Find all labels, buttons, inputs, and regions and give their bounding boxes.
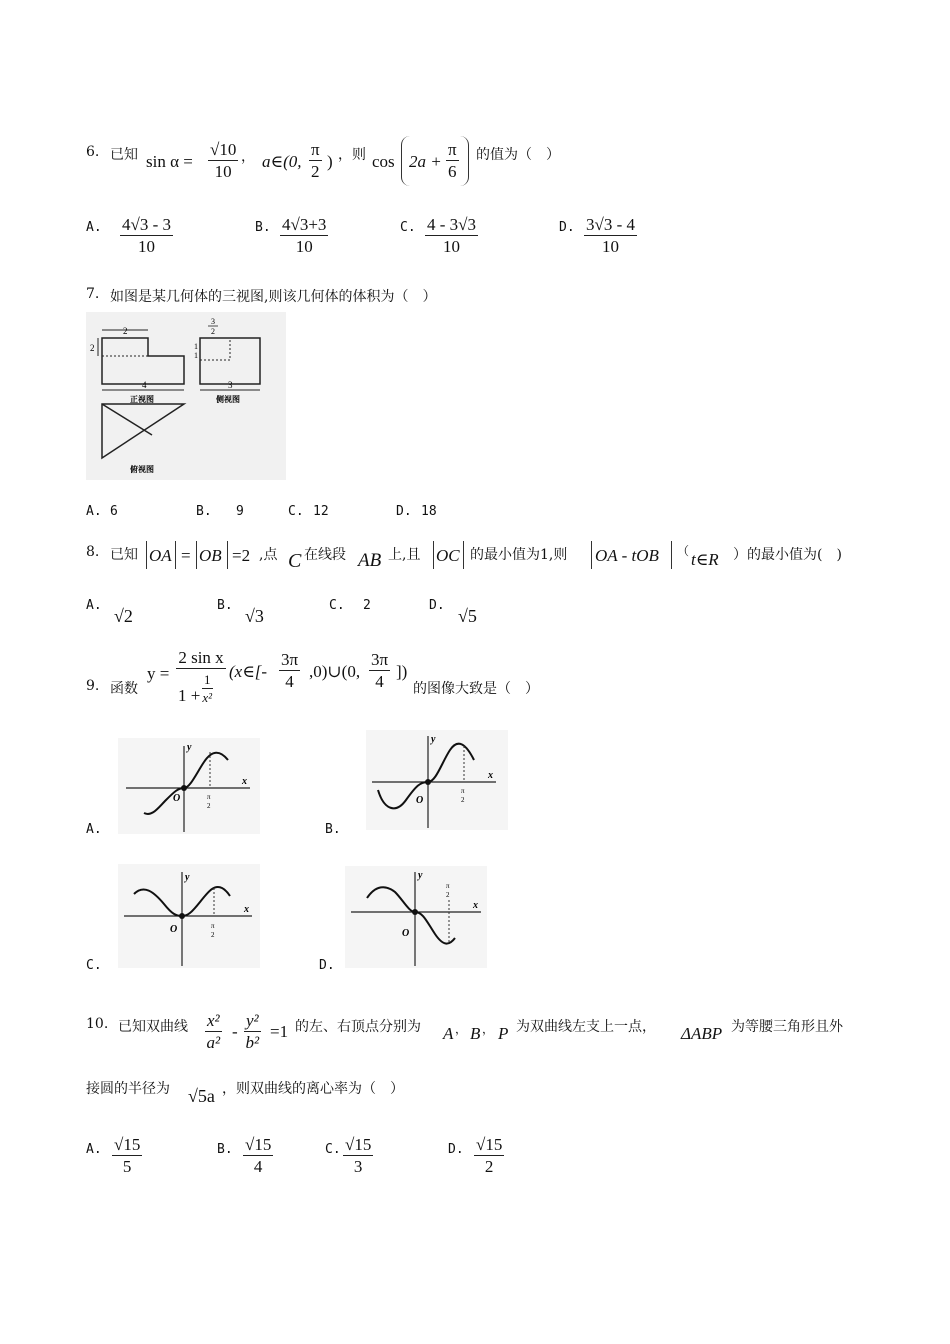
q9-denominator: 1 + [178, 686, 201, 705]
q9-graph-b[interactable] [366, 730, 508, 830]
svg-text:y: y [418, 870, 423, 881]
q10-radius: √5a [188, 1086, 215, 1106]
svg-text:π: π [446, 882, 450, 890]
q6-option-b-label[interactable]: B. [255, 220, 271, 235]
q9-option-b-label[interactable]: B. [325, 822, 341, 837]
q8-option-b[interactable]: √3 [245, 606, 264, 626]
q10-option-a[interactable]: $\frac{√15}{5}$ [114, 1135, 141, 1176]
q6-pi-sixth: $\frac{\pi}{6}$ [448, 140, 457, 181]
q9-option-d-label[interactable]: D. [319, 958, 335, 973]
q9-graph-d[interactable] [345, 866, 487, 968]
q7-three-view-figure [86, 312, 286, 480]
q9-bound-left: $\frac{3\pi}{4}$ [281, 650, 299, 691]
q6-prefix: 已知 [110, 147, 138, 163]
svg-text:π: π [461, 787, 465, 795]
origin-dot [425, 779, 431, 785]
q9-suffix: 的图像大致是（ ） [413, 681, 539, 697]
svg-text:O: O [416, 795, 424, 806]
q7-number: 7. [86, 286, 100, 302]
svg-text:y: y [431, 734, 436, 745]
q8-expression: OA - tOB [595, 546, 659, 565]
q8-segment-ab: AB [358, 550, 382, 571]
q7-option-a-label[interactable]: A. [86, 504, 102, 519]
q6-option-d[interactable]: $\frac{3√3 - 4}{10}$ [586, 215, 635, 256]
q8-condition: t∈R [691, 550, 719, 569]
q6-alpha-range: a∈(0, [262, 152, 302, 171]
q10-option-d[interactable]: $\frac{√15}{2}$ [476, 1135, 503, 1176]
dim-3-2-num: 3 [211, 317, 215, 326]
svg-text:O: O [170, 924, 178, 935]
q6-sin-fraction: $\frac{√10}{10}$ [210, 140, 237, 181]
q7-option-d[interactable]: 18 [421, 504, 437, 519]
q6-option-a-label[interactable]: A. [86, 220, 102, 235]
svg-text:x: x [473, 900, 478, 911]
q6-option-a[interactable]: $\frac{4√3 - 3}{10}$ [122, 215, 171, 256]
q9-option-c-label[interactable]: C. [86, 958, 102, 973]
svg-text:y: y [187, 742, 192, 753]
q7-option-a[interactable]: 6 [110, 504, 118, 519]
q6-cos: cos [372, 152, 395, 171]
svg-text:2: 2 [461, 796, 465, 804]
q10-option-b[interactable]: $\frac{√15}{4}$ [245, 1135, 272, 1176]
dim-2-top: 2 [123, 326, 128, 336]
q8-suffix: ）的最小值为( ) [733, 547, 842, 563]
dim-3: 3 [228, 380, 233, 390]
svg-text:O: O [402, 928, 410, 939]
q6-option-c[interactable]: $\frac{4 - 3√3}{10}$ [427, 215, 476, 256]
origin-dot [412, 909, 418, 915]
dim-1b: 1 [194, 351, 198, 360]
q10-option-c-label[interactable]: C. [325, 1142, 341, 1157]
q8-option-c[interactable]: 2 [363, 598, 371, 613]
q10-point-b: B [470, 1024, 481, 1043]
q6-pi-half: $\frac{\pi}{2}$ [311, 140, 320, 181]
q6-option-d-label[interactable]: D. [559, 220, 575, 235]
q8-ob: OB [199, 546, 222, 565]
dim-1a: 1 [194, 342, 198, 351]
dim-3-2-den: 2 [211, 327, 215, 336]
svg-text:π: π [211, 922, 215, 930]
q10-question-end: ，则双曲线的离心率为（ ） [222, 1081, 404, 1097]
q8-option-c-label[interactable]: C. [329, 598, 345, 613]
q7-option-c-label[interactable]: C. [288, 504, 304, 519]
svg-text:2: 2 [446, 891, 450, 899]
origin-dot [181, 785, 187, 791]
q6-number: 6. [86, 144, 100, 160]
q10-triangle: ΔABP [681, 1024, 723, 1043]
q6-option-b[interactable]: $\frac{4√3+3}{10}$ [282, 215, 327, 256]
q9-number: 9. [86, 678, 100, 694]
q8-oc: OC [436, 546, 460, 565]
q10-option-c[interactable]: $\frac{√15}{3}$ [345, 1135, 372, 1176]
q9-option-a-label[interactable]: A. [86, 822, 102, 837]
q8-point-c: C [288, 550, 302, 572]
q8-option-b-label[interactable]: B. [217, 598, 233, 613]
q10-number: 10. [86, 1016, 109, 1032]
origin-dot [179, 913, 185, 919]
q6-suffix: 的值为（ ） [476, 147, 560, 163]
q7-option-d-label[interactable]: D. [396, 504, 412, 519]
svg-text:y: y [185, 872, 190, 883]
q8-option-d[interactable]: √5 [458, 606, 477, 626]
figure-background [86, 312, 286, 480]
q9-bound-right: $\frac{3\pi}{4}$ [371, 650, 389, 691]
q10-y-fraction: $\frac{\text{y²}}{\text{b²}}$ [245, 1011, 260, 1052]
q6-option-c-label[interactable]: C. [400, 220, 416, 235]
svg-text:O: O [173, 793, 181, 804]
svg-text:x: x [488, 770, 493, 781]
svg-text:2: 2 [207, 802, 211, 810]
svg-text:2: 2 [211, 931, 215, 939]
q9-graph-c[interactable] [118, 864, 260, 968]
q10-option-b-label[interactable]: B. [217, 1142, 233, 1157]
q8-number: 8. [86, 544, 100, 560]
svg-text:x: x [242, 776, 247, 787]
q7-text: 如图是某几何体的三视图,则该几何体的体积为（ ） [110, 289, 437, 305]
q9-numerator: 2 sin x [176, 648, 226, 669]
dim-4: 4 [142, 380, 147, 390]
q7-option-b-label[interactable]: B. [196, 504, 212, 519]
q10-option-a-label[interactable]: A. [86, 1142, 102, 1157]
svg-text:x: x [244, 904, 249, 915]
q6-right-paren [460, 136, 469, 186]
q10-point-p: P [498, 1024, 509, 1043]
q7-option-c[interactable]: 12 [313, 504, 329, 519]
dim-2-left: 2 [90, 343, 95, 353]
svg-text:π: π [207, 793, 211, 801]
q9-graph-a[interactable] [118, 738, 260, 834]
q9-inner-fraction: $\frac{1}{\text{x²}}$ [202, 672, 213, 705]
q10-point-a: A [443, 1024, 454, 1043]
q8-oa: OA [149, 546, 172, 565]
top-view-label: 俯视图 [130, 465, 154, 474]
q8-option-d-label[interactable]: D. [429, 598, 445, 613]
q10-option-d-label[interactable]: D. [448, 1142, 464, 1157]
front-view-label: 正视图 [130, 395, 154, 404]
side-view-label: 侧视图 [216, 395, 240, 404]
q7-option-b[interactable]: 9 [236, 504, 244, 519]
q8-option-a-label[interactable]: A. [86, 598, 102, 613]
q6-sin-lhs: sin α = [146, 152, 193, 171]
q8-option-a[interactable]: √2 [114, 606, 133, 626]
q10-x-fraction: $\frac{\text{x²}}{\text{a²}}$ [206, 1011, 221, 1052]
